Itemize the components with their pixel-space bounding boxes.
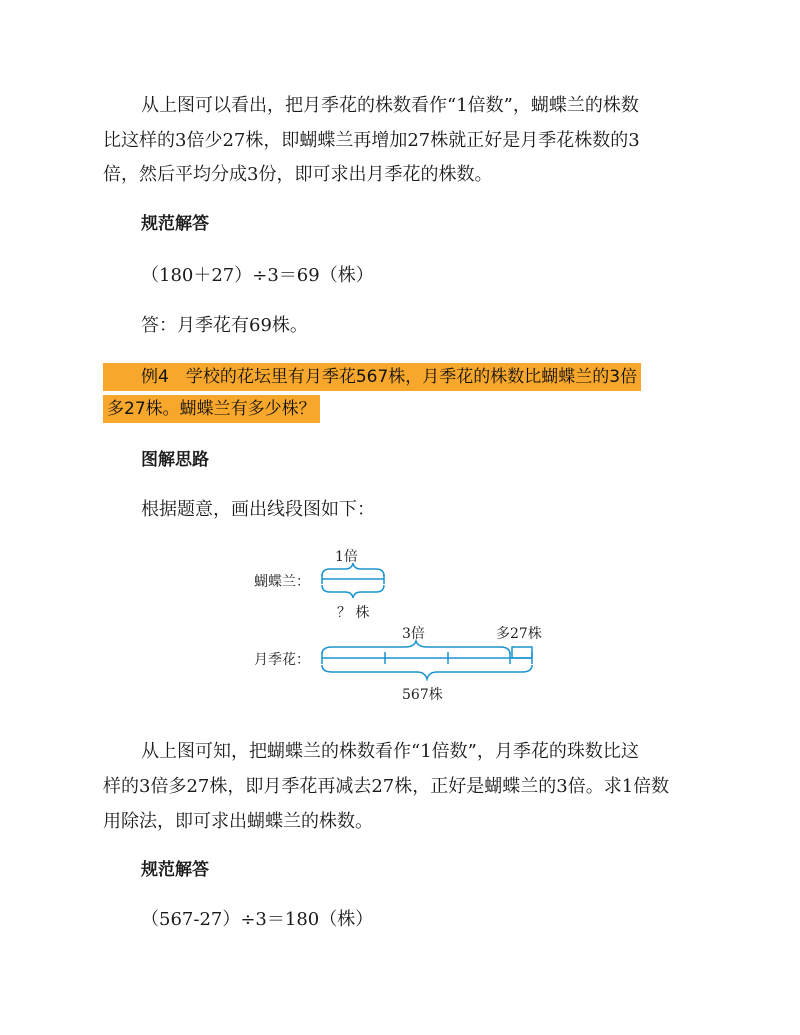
para1-line1: 从上图可以看出，把月季花的株数看作“1倍数”，蝴蝶兰的株数 — [141, 95, 639, 116]
para1-line2: 比这样的3倍少27株，即蝴蝶兰再增加27株就正好是月季花株数的3 — [103, 130, 640, 151]
row1-top-brace — [322, 563, 384, 576]
one-times-label: 1倍 — [335, 549, 358, 565]
approach-intro: 根据题意，画出线段图如下： — [141, 499, 375, 520]
extra-label: 多27株 — [496, 626, 542, 642]
solution2-equation: （567-27）÷3＝180（株） — [141, 909, 374, 930]
row2-bottom-label: 567株 — [402, 687, 443, 703]
row1-bottom-label: ？ 株 — [337, 605, 370, 621]
solution-equation: （180＋27）÷3＝69（株） — [141, 265, 374, 286]
row1-bottom-brace — [322, 585, 384, 598]
example4-line1: 例4 学校的花坛里有月季花567株，月季花的株数比蝴蝶兰的3倍 — [103, 363, 641, 391]
solution-heading: 规范解答 — [141, 214, 209, 234]
example4-block — [103, 363, 641, 423]
para2-line3: 用除法，即可求出蝴蝶兰的株数。 — [103, 811, 373, 832]
row2-label: 月季花： — [254, 652, 310, 668]
para2-line2: 样的3倍多27株，即月季花再减去27株，正好是蝴蝶兰的3倍。求1倍数 — [103, 776, 670, 797]
solution2-heading: 规范解答 — [141, 860, 209, 880]
segment-diagram — [0, 535, 800, 735]
row1-label: 蝴蝶兰： — [254, 574, 310, 590]
extra-box — [512, 647, 532, 658]
approach-heading: 图解思路 — [141, 450, 209, 470]
row2-bottom-brace — [322, 665, 532, 679]
example4-line2: 多27株。蝴蝶兰有多少株？ — [103, 395, 320, 423]
para2-line1: 从上图可知，把蝴蝶兰的株数看作“1倍数”，月季花的珠数比这 — [141, 741, 639, 762]
solution-answer: 答：月季花有69株。 — [141, 315, 308, 336]
row2-top-brace — [322, 641, 510, 654]
para1-line3: 倍，然后平均分成3份，即可求出月季花的株数。 — [103, 164, 493, 185]
three-times-label: 3倍 — [402, 626, 425, 642]
